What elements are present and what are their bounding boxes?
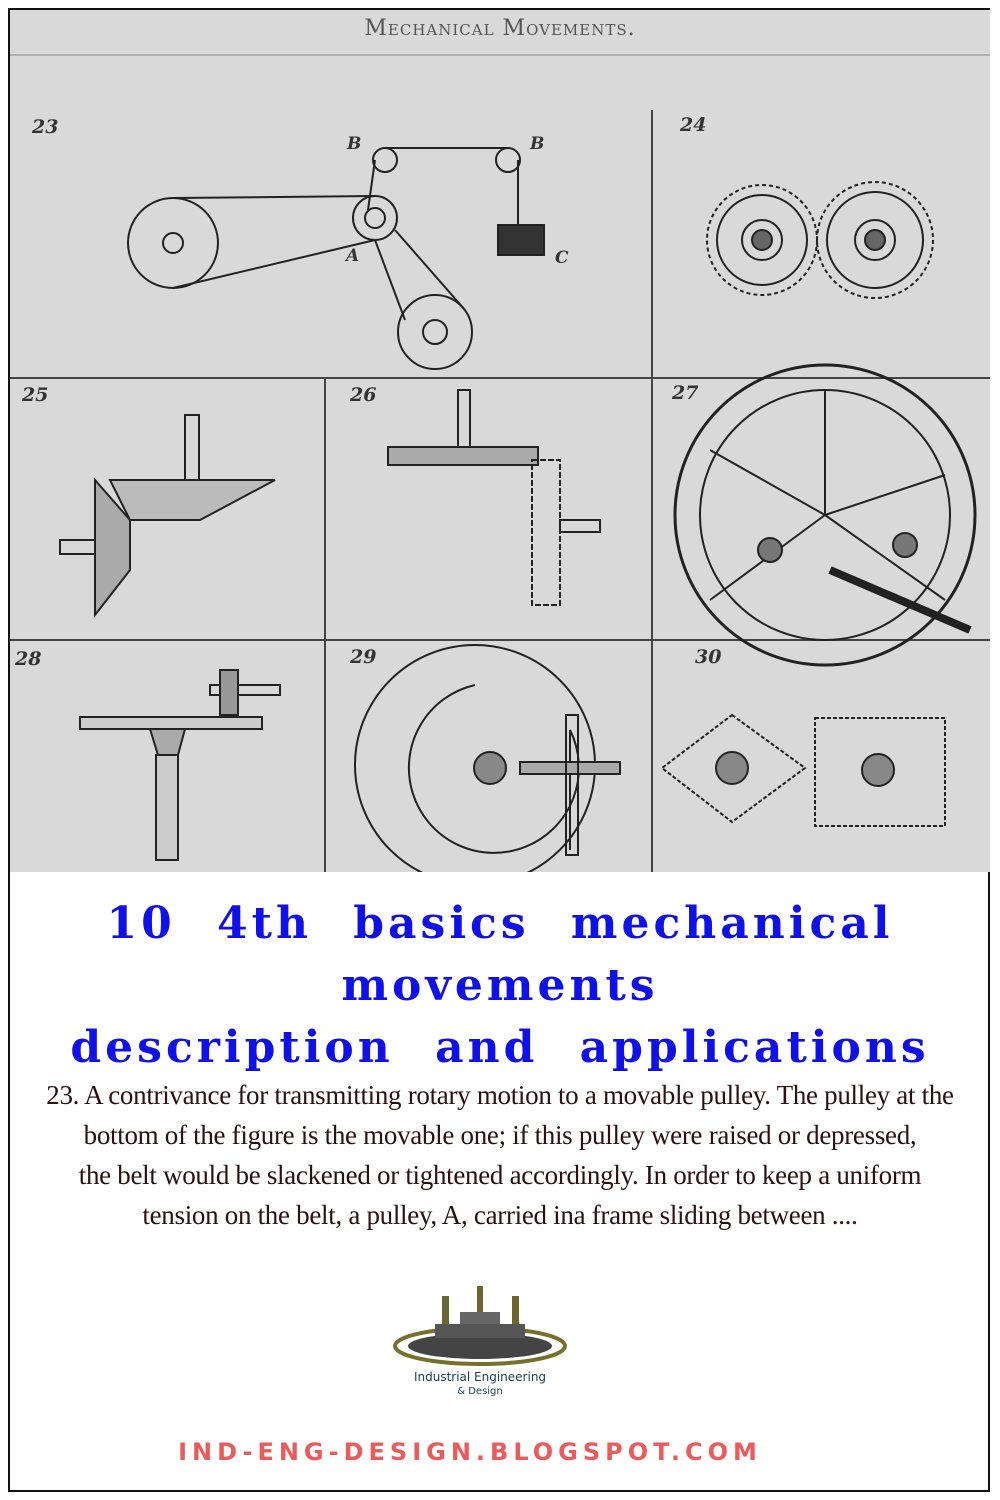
crown-wheel-figure [80,670,280,860]
figure-number: 24 [680,114,707,136]
spiral-cam-figure [355,645,620,872]
description-paragraph: 23. A contrivance for transmitting rotary motion to a movable pulley. The pulley at the bottom of the figure is the movable one; if this pulley were raised or depressed, [46,1080,954,1150]
figure-number: 27 [672,382,699,404]
page-title [0,893,1000,1079]
spoked-wheel-figure [675,365,975,665]
figure-number: 25 [22,384,49,406]
title-line-2: description and applications [70,1022,930,1073]
label-b: B [530,134,545,154]
figure-number: 29 [350,646,377,668]
footer-url[interactable]: IND-ENG-DESIGN.BLOGSPOT.COM [178,1438,762,1466]
figure-number: 28 [15,648,42,670]
label-a: A [346,246,360,266]
logo-subtext: & Design [457,1386,503,1397]
bevel-gears-figure [60,415,275,615]
label-c: C [555,248,569,268]
mechanical-movements-plate [10,10,990,872]
label-b: B [347,134,362,154]
figure-number: 23 [32,116,59,138]
figure-number: 26 [350,384,377,406]
logo [390,1284,570,1402]
title-line-1: 10 4th basics mechanical movements [106,898,894,1011]
factory-logo-icon [390,1284,570,1368]
plate-illustration [10,10,990,872]
plate-header: Mechanical Movements. [364,16,636,41]
logo-text: Industrial Engineering [413,1370,547,1384]
pulley-belt-figure [128,148,544,369]
square-gears-figure [662,715,945,826]
figure-number: 30 [695,646,722,668]
description-paragraph: the belt would be slackened or tightened accordingly. In order to keep a uniform tension on the belt, a pulley, A, carried ina frame sliding between .... [78,1160,922,1230]
rack-pinion-figure [388,390,600,605]
description [40,1075,960,1235]
spur-gears-figure [707,182,933,298]
